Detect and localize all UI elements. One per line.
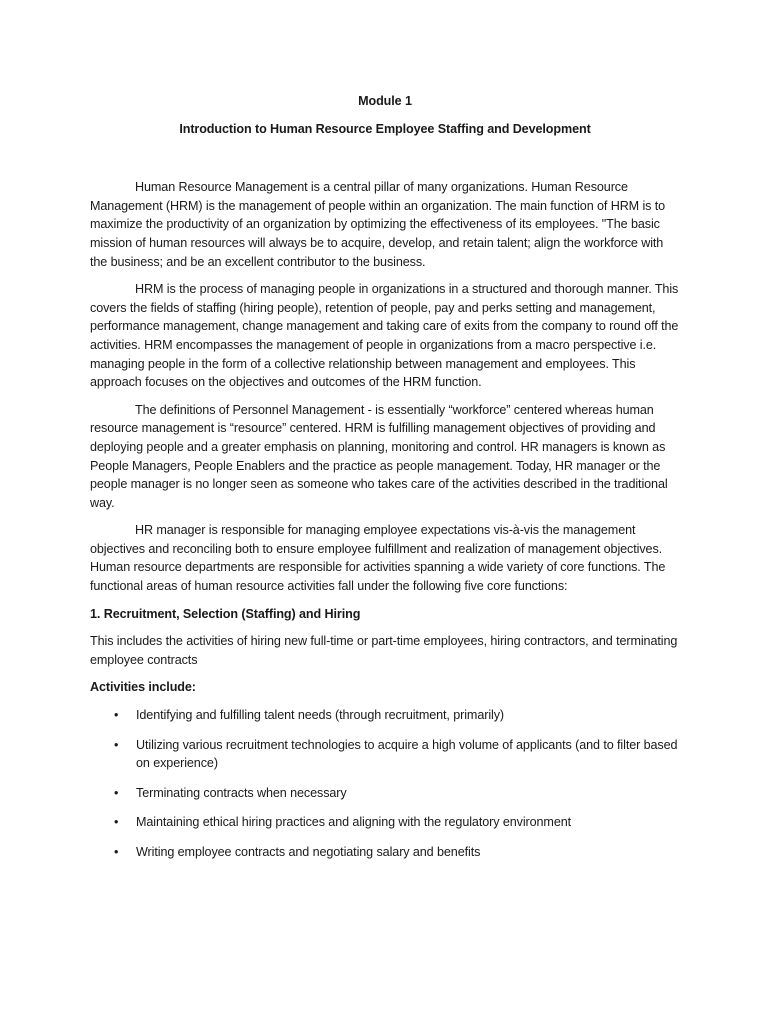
list-item [90,706,680,725]
list-item-text: Terminating contracts when necessary [136,785,347,800]
bullet-icon: • [114,845,119,859]
bullet-icon: • [114,708,119,723]
bullet-icon: • [114,815,119,830]
module-title: Module 1 [358,94,412,108]
list-item [90,736,680,773]
list-item [90,784,680,803]
list-item-text: Maintaining ethical hiring practices and aligning with the regulatory environment [136,815,572,830]
list-item-text: Identifying and fulfilling talent needs (through recruitment, primarily) [136,708,504,723]
document-title: Introduction to Human Resource Employee Staffing and Development [179,121,591,136]
section-intro: This includes the activities of hiring new full-time or part-time employees, hiring contractors, and terminating employee contracts [90,634,678,667]
activities-label: Activities include: [90,680,196,695]
list-item [90,813,680,832]
paragraph-hrm-overview: Human Resource Management is a central pillar of many organizations. Human Resource Management (HRM) is the management of people within an organization. The main function of HRM is to maximize the productivity of an organization by optimizing the effectiveness of its employees. "The basic mission of human resources will always be to acquire, develop, and retain talent; align the workforce with the business; and be an excellent contributor to the business. [90,180,666,269]
section-heading-recruitment: 1. Recruitment, Selection (Staffing) and Hiring [90,606,361,621]
bullet-icon: • [114,785,119,800]
bullet-icon: • [114,737,119,752]
list-item-text: Writing employee contracts and negotiating salary and benefits [136,845,481,859]
paragraph-definitions: The definitions of Personnel Management - is essentially “workforce” centered whereas human resource management is “resource” centered. HRM is fulfilling management objectives of providing and deploying people and a greater emphasis on planning, monitoring and control. HR managers is known as People Managers, People Enablers and the practice as people management. Today, HR manager or the people manager is no longer seen as someone who takes care of the activities described in the traditional way. [90,402,668,510]
activities-list [90,706,680,862]
list-item-text: Utilizing various recruitment technologies to acquire a high volume of applicants (and to filter based on experience) [136,737,678,771]
paragraph-hrm-process: HRM is the process of managing people in organizations in a structured and thorough manner. This covers the fields of staffing (hiring people), retention of people, pay and perks setting and management, performance management, change management and taking care of exits from the company to round off the activities. HRM encompasses the management of people in organizations from a macro perspective i.e. managing people in the form of a collective relationship between management and employees. This approach focuses on the objectives and outcomes of the HRM function. [90,282,679,390]
list-item [90,843,680,862]
document-body [90,92,680,873]
paragraph-hr-manager: HR manager is responsible for managing employee expectations vis-à-vis the management objectives and reconciling both to ensure employee fulfillment and realization of management objectives. Human resource departments are responsible for activities spanning a wide variety of core functions. The functional areas of human resource activities fall under the following five core functions: [90,523,666,594]
